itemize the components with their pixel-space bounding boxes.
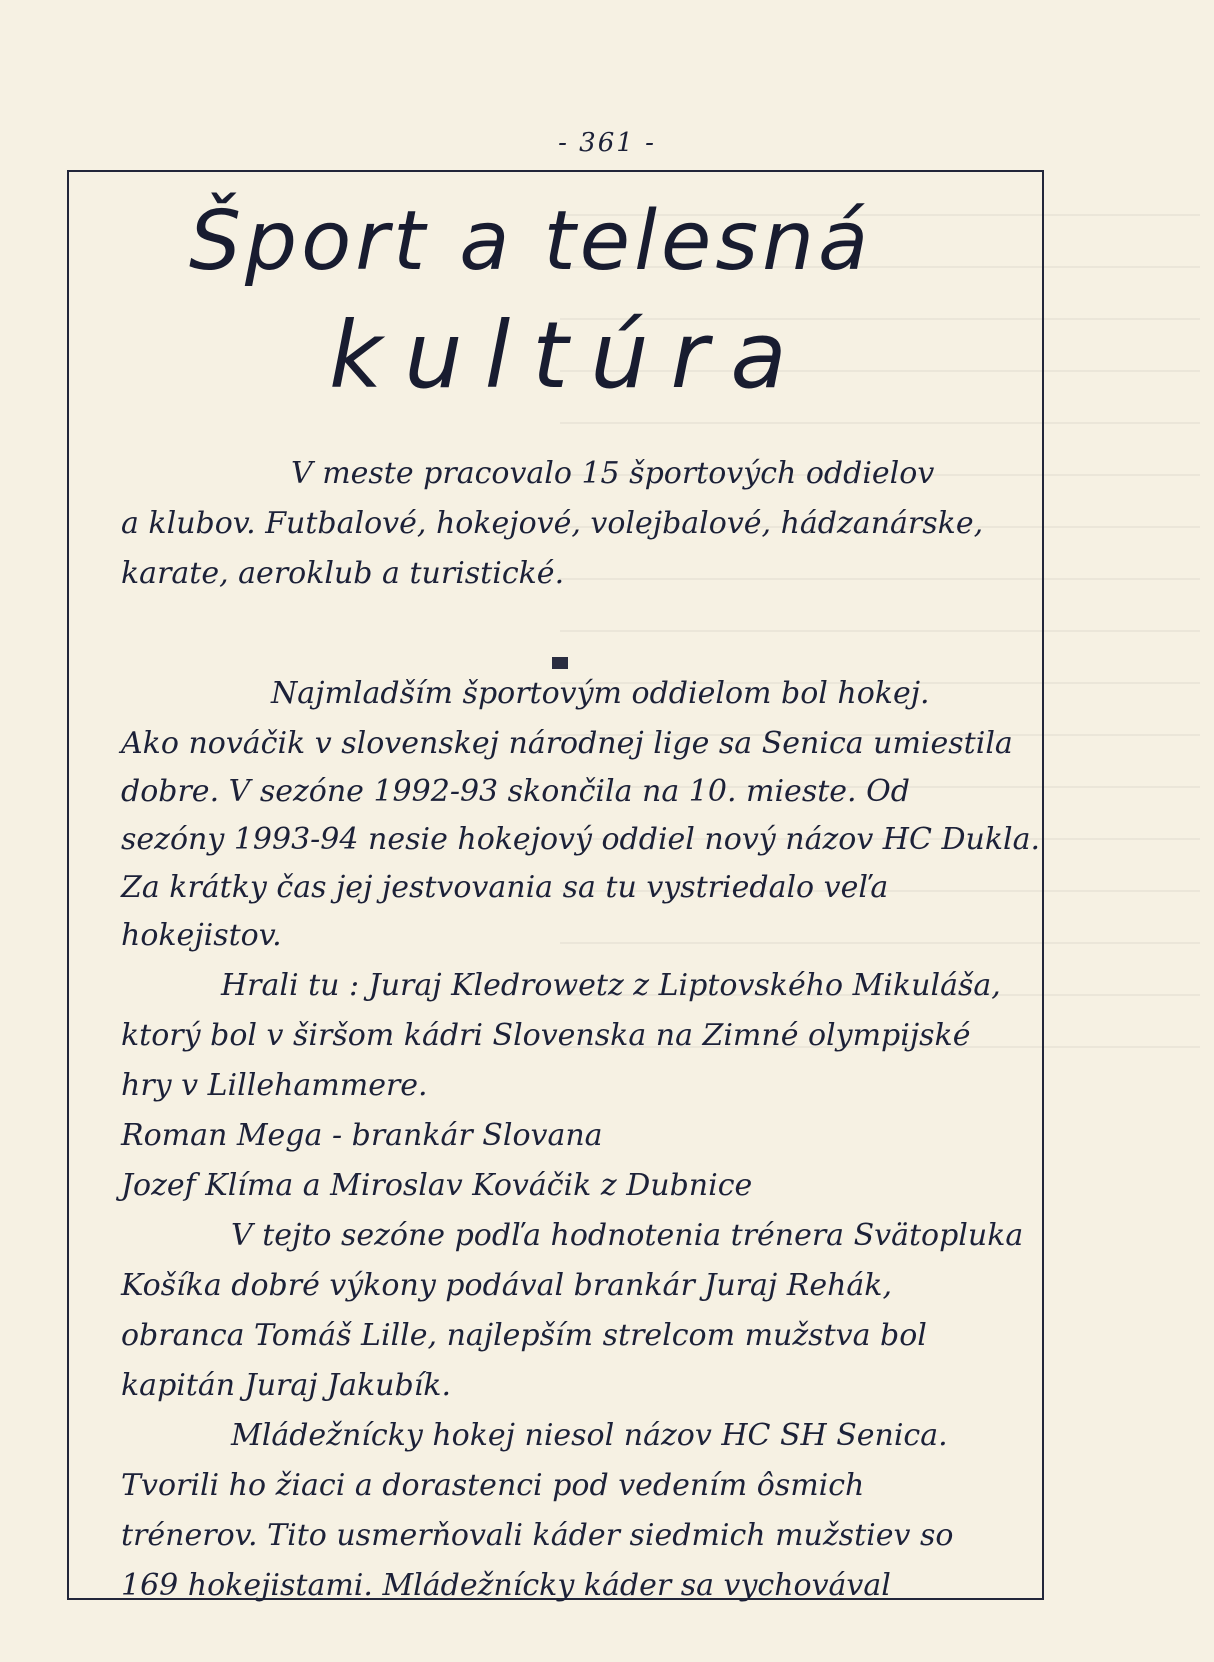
- text-line: dobre. V sezóne 1992-93 skončila na 10. mieste. Od: [121, 774, 910, 809]
- text-line: Roman Mega - brankár Slovana: [121, 1118, 603, 1153]
- section-divider-mark: [552, 657, 568, 669]
- text-line: Ako nováčik v slovenskej národnej lige sa Senica umiestila: [121, 726, 1013, 761]
- text-line: hry v Lillehammere.: [121, 1068, 428, 1103]
- text-line: Za krátky čas jej jestvovania sa tu vystriedalo veľa: [121, 870, 889, 905]
- text-line: Jozef Klíma a Miroslav Kováčik z Dubnice: [121, 1168, 753, 1203]
- text-line: Mládežnícky hokej niesol názov HC SH Senica.: [231, 1418, 948, 1453]
- text-line: obranca Tomáš Lille, najlepším strelcom mužstva bol: [121, 1318, 927, 1353]
- title-line-2: kultúra: [329, 302, 809, 409]
- text-line: sezóny 1993-94 nesie hokejový oddiel nový názov HC Dukla.: [121, 822, 1041, 857]
- text-line: V tejto sezóne podľa hodnotenia trénera Svätopluka: [231, 1218, 1024, 1253]
- text-line: karate, aeroklub a turistické.: [121, 556, 565, 591]
- text-line: Košíka dobré výkony podával brankár Juraj Rehák,: [121, 1268, 892, 1303]
- text-line: kapitán Juraj Jakubík.: [121, 1368, 451, 1403]
- text-line: Tvorili ho žiaci a dorastenci pod vedením ôsmich: [121, 1468, 865, 1503]
- text-line: ktorý bol v širšom kádri Slovenska na Zimné olympijské: [121, 1018, 971, 1053]
- text-line: Hrali tu : Juraj Kledrowetz z Liptovského Mikuláša,: [221, 968, 1001, 1003]
- title-line-1: Šport a telesná: [189, 194, 873, 289]
- text-line: a klubov. Futbalové, hokejové, volejbalové, hádzanárske,: [121, 506, 984, 541]
- text-line: trénerov. Tito usmerňovali káder siedmich mužstiev so: [121, 1518, 954, 1553]
- text-line: Najmladším športovým oddielom bol hokej.: [271, 676, 930, 711]
- text-line: 169 hokejistami. Mládežnícky káder sa vychovával: [121, 1568, 891, 1603]
- page-number: - 361 -: [558, 128, 656, 158]
- page-frame: [67, 170, 1044, 1603]
- text-line: V meste pracovalo 15 športových oddielov: [291, 456, 935, 491]
- text-line: hokejistov.: [121, 918, 282, 953]
